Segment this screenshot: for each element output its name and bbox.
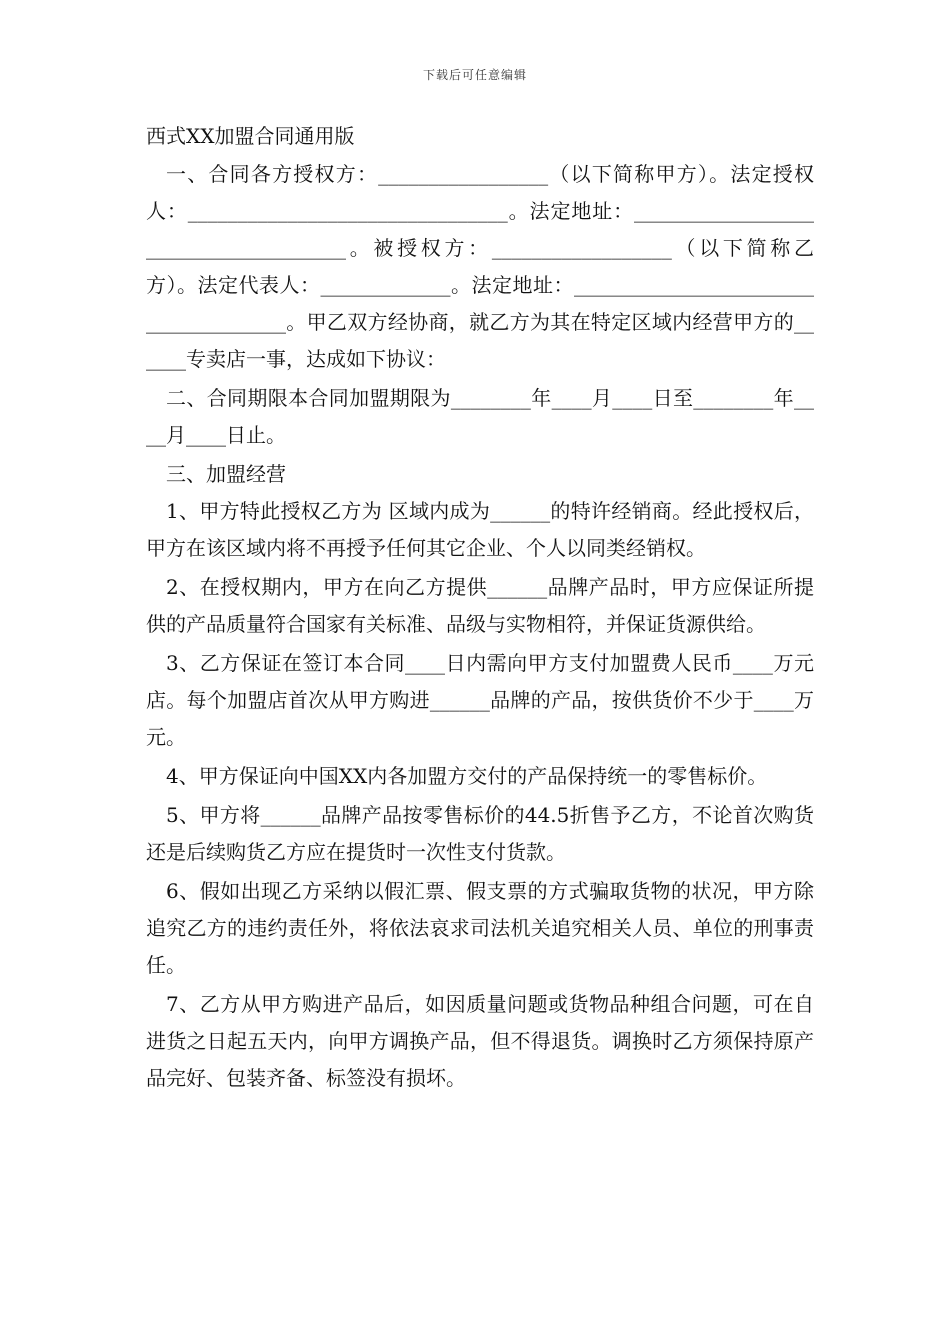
section-heading-franchise: 三、加盟经营 xyxy=(166,462,286,486)
page-header-note: 下载后可任意编辑 xyxy=(422,68,527,82)
clause-item-6: 6、假如出现乙方采纳以假汇票、假支票的方式骗取货物的状况，甲方除追究乙方的违约责任外，将依法哀求司法机关追究相关人员、单位的刑事责任。 xyxy=(146,879,814,977)
clause-item-5: 5、甲方将______品牌产品按零售标价的44.5折售予乙方，不论首次购货还是后续购货乙方应在提货时一次性支付货款。 xyxy=(146,803,814,864)
clause-item-2: 2、在授权期内，甲方在向乙方提供______品牌产品时，甲方应保证所提供的产品质量符合国家有关标准、品级与实物相符，并保证货源供给。 xyxy=(146,575,814,636)
clause-item-1: 1、甲方特此授权乙方为 区域内成为______的特许经销商。经此授权后，甲方在该区域内将不再授予任何其它企业、个人以同类经销权。 xyxy=(146,499,814,560)
document-title: 西式XX加盟合同通用版 xyxy=(146,124,355,148)
clause-term: 二、合同期限本合同加盟期限为________年____月____日至________年____月____日止。 xyxy=(146,386,814,447)
clause-parties: 一、合同各方授权方：_________________（以下简称甲方）。法定授权人：________________________________。法定地址：______________________________________。被授权方：__________________（以下简称乙方）。法定代表人：_____________。法定地址：______________________________________。甲乙双方经协商，就乙方为其在特定区域内经营甲方的______专卖店一事，达成如下协议： xyxy=(146,162,814,371)
clause-item-3: 3、乙方保证在签订本合同____日内需向甲方支付加盟费人民币____万元店。每个加盟店首次从甲方购进______品牌的产品，按供货价不少于____万元。 xyxy=(146,651,814,749)
document-body xyxy=(146,118,814,1099)
clause-item-4: 4、甲方保证向中国XX内各加盟方交付的产品保持统一的零售标价。 xyxy=(166,764,768,788)
clause-item-7: 7、乙方从甲方购进产品后，如因质量问题或货物品种组合问题，可在自进货之日起五天内，向甲方调换产品，但不得退货。调换时乙方须保持原产品完好、包装齐备、标签没有损坏。 xyxy=(146,992,814,1090)
